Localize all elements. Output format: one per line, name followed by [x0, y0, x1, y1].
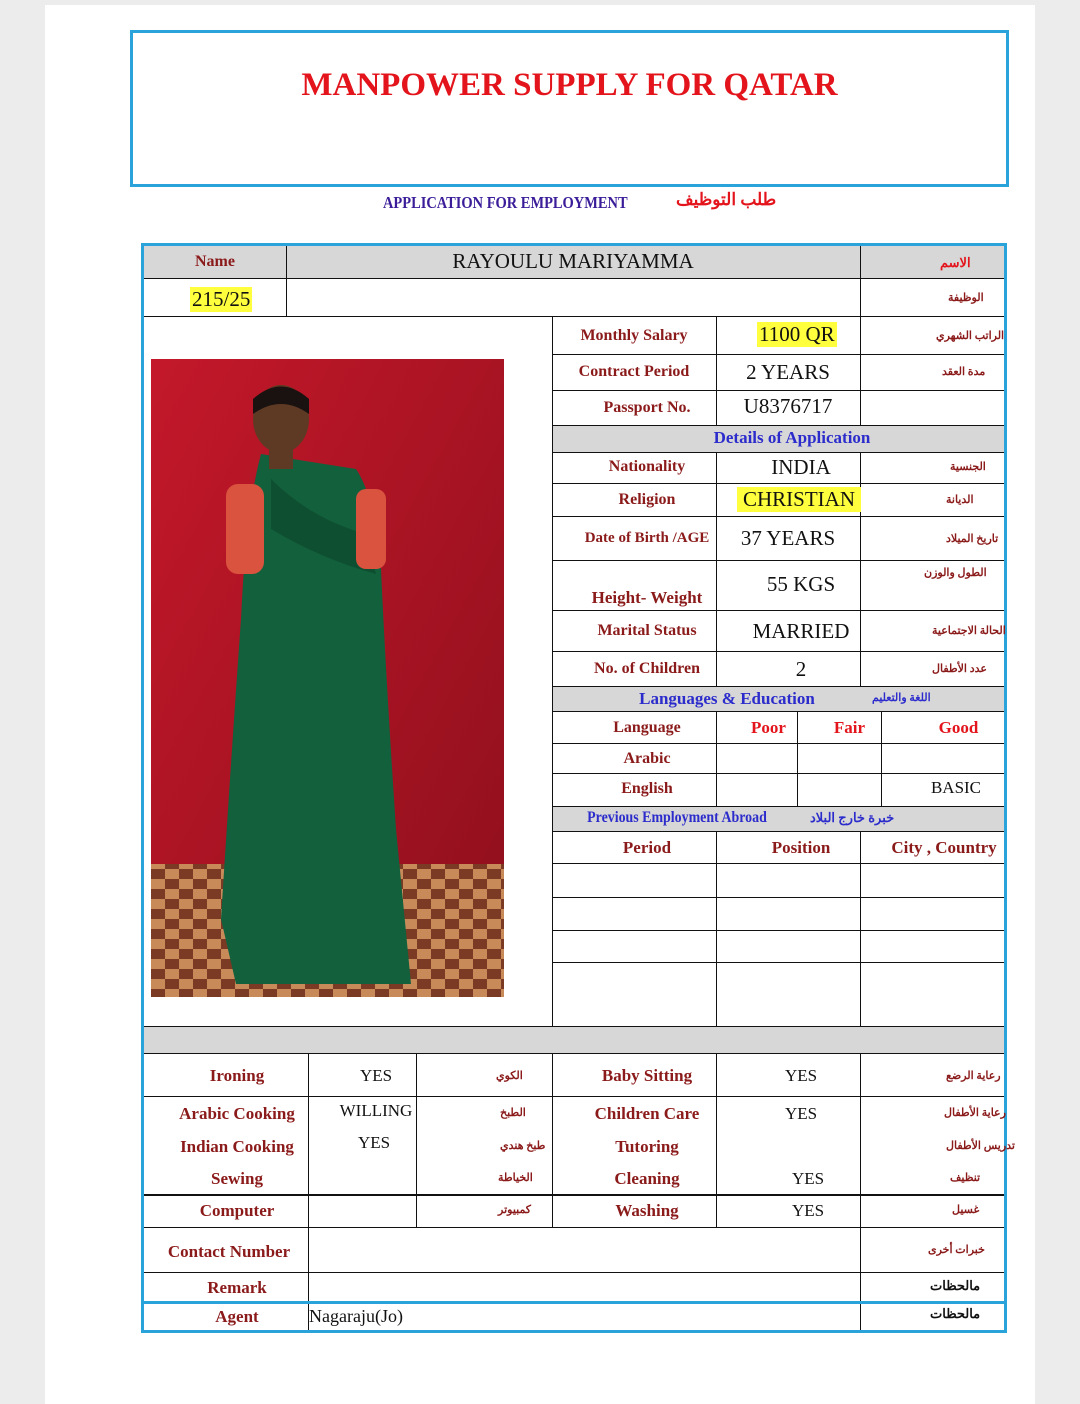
rule: [552, 773, 1004, 774]
rule: [552, 390, 1004, 391]
good-col-header: Good: [938, 718, 979, 737]
tutoring-arabic: تدريس الأطفال: [946, 1140, 1015, 1152]
rule: [552, 686, 1004, 687]
remark-label: Remark: [207, 1278, 267, 1297]
rule: [552, 560, 1004, 561]
washing-value: YES: [791, 1201, 825, 1220]
rule: [144, 1096, 1004, 1097]
ref-arabic: الوظيفة: [948, 292, 984, 304]
rule: [552, 930, 1004, 931]
dob-value: 37 YEARS: [740, 526, 836, 550]
city-country-col-header: City , Country: [891, 838, 997, 857]
computer-label: Computer: [199, 1201, 275, 1220]
rule: [860, 316, 861, 425]
passport-label: Passport No.: [603, 399, 691, 416]
monthly-salary-value: 1100 QR: [759, 322, 835, 346]
contract-period-label: Contract Period: [578, 363, 690, 380]
rule-blue: [144, 1301, 1004, 1304]
baby-sitting-value: YES: [784, 1066, 818, 1085]
baby-sitting-label: Baby Sitting: [601, 1066, 693, 1085]
english-language-label: English: [621, 780, 673, 797]
contact-number-label: Contact Number: [167, 1242, 291, 1261]
rule: [144, 1272, 1004, 1273]
rule: [552, 610, 1004, 611]
name-arabic: الاسم: [940, 255, 971, 270]
ironing-arabic: الكوي: [496, 1070, 523, 1082]
name-value: RAYOULU MARIYAMMA: [452, 249, 694, 273]
monthly-salary-arabic: الراتب الشهري: [936, 330, 1005, 342]
contract-period-arabic: مدة العقد: [942, 366, 986, 378]
religion-value: CHRISTIAN: [737, 487, 861, 512]
nationality-value: INDIA: [771, 455, 831, 479]
rule: [552, 354, 1004, 355]
rule: [144, 1026, 1004, 1027]
sewing-label: Sewing: [211, 1169, 263, 1188]
children-label: No. of Children: [594, 660, 700, 677]
rule: [552, 516, 1004, 517]
nationality-label: Nationality: [608, 458, 686, 475]
agent-value: Nagaraju(Jo): [309, 1306, 403, 1326]
tutoring-label: Tutoring: [615, 1137, 679, 1156]
rule: [144, 278, 1004, 279]
religion-label: Religion: [618, 491, 676, 508]
remark-arabic: مالحظات: [930, 1278, 981, 1293]
cleaning-arabic: تنظيف: [950, 1172, 981, 1184]
ref-number: 215/25: [192, 287, 251, 311]
application-subtitle-arabic: طلب التوظيف: [676, 190, 777, 209]
details-section-title: Details of Application: [713, 428, 871, 447]
rule: [552, 806, 1004, 807]
rule: [552, 897, 1004, 898]
poor-col-header: Poor: [751, 718, 786, 737]
sewing-arabic: الخياطة: [498, 1172, 533, 1184]
ironing-label: Ironing: [209, 1066, 265, 1085]
rule: [144, 316, 1004, 317]
washing-label: Washing: [615, 1201, 679, 1220]
rule: [552, 651, 1004, 652]
agent-label: Agent: [215, 1307, 259, 1326]
rule: [144, 1194, 1004, 1196]
position-col-header: Position: [771, 838, 831, 857]
rule: [552, 863, 1004, 864]
indian-cooking-value: YES: [357, 1133, 391, 1152]
arabic-language-label: Arabic: [623, 750, 671, 767]
children-arabic: عدد الأطفال: [932, 663, 987, 675]
children-value: 2: [795, 657, 807, 681]
rule: [552, 452, 1004, 453]
rule: [552, 743, 1004, 744]
language-col-header: Language: [613, 719, 681, 736]
height-weight-value: 55 KGS: [766, 572, 836, 596]
name-label: Name: [195, 253, 235, 270]
ironing-value: YES: [359, 1066, 393, 1085]
employment-section-arabic: خبرة خارج البلاد: [810, 810, 895, 825]
skills-divider-bg: [144, 1026, 1004, 1053]
languages-section-arabic: اللغة والتعليم: [872, 692, 931, 704]
period-col-header: Period: [622, 838, 672, 857]
nationality-arabic: الجنسية: [950, 461, 986, 473]
washing-arabic: غسيل: [952, 1204, 980, 1216]
indian-cooking-arabic: طبخ هندي: [500, 1140, 546, 1152]
children-care-value: YES: [784, 1104, 818, 1123]
rule: [552, 483, 1004, 484]
computer-arabic: كمبيوتر: [498, 1204, 532, 1216]
rule: [716, 831, 717, 1026]
baby-sitting-arabic: رعاية الرضع: [946, 1070, 1001, 1082]
marital-status-value: MARRIED: [752, 619, 850, 643]
fair-col-header: Fair: [833, 718, 866, 737]
marital-status-label: Marital Status: [597, 622, 697, 639]
rule: [552, 831, 1004, 832]
height-weight-label: Height- Weight: [591, 588, 703, 607]
monthly-salary-label: Monthly Salary: [580, 327, 688, 344]
marital-status-arabic: الحالة الاجتماعية: [932, 625, 1006, 637]
religion-arabic: الديانة: [946, 494, 974, 506]
rule: [552, 711, 1004, 712]
indian-cooking-label: Indian Cooking: [180, 1137, 294, 1156]
contact-number-arabic: خبرات أخرى: [928, 1244, 985, 1256]
rule: [144, 1227, 1004, 1228]
cleaning-label: Cleaning: [614, 1169, 680, 1188]
arabic-cooking-arabic: الطبخ: [500, 1107, 526, 1119]
title-box: [130, 30, 1009, 187]
application-subtitle: APPLICATION FOR EMPLOYMENT: [383, 193, 628, 212]
applicant-photo: [151, 359, 504, 997]
rule: [860, 246, 861, 316]
rule: [860, 831, 861, 1026]
page-title: MANPOWER SUPPLY FOR QATAR: [301, 67, 838, 103]
rule: [144, 1053, 1004, 1054]
children-care-arabic: رعاية الأطفال: [944, 1107, 1006, 1119]
passport-value: U8376717: [743, 394, 833, 418]
height-weight-arabic: الطول والوزن: [924, 567, 987, 579]
rule: [552, 425, 1004, 426]
cleaning-value: YES: [791, 1169, 825, 1188]
agent-arabic: مالحظات: [930, 1306, 981, 1321]
dob-arabic: تاريخ الميلاد: [946, 533, 999, 545]
languages-section-title: Languages & Education: [639, 689, 815, 708]
contract-period-value: 2 YEARS: [746, 360, 830, 384]
english-good-value: BASIC: [930, 778, 982, 797]
arabic-cooking-value: WILLING: [339, 1101, 413, 1120]
dob-label: Date of Birth /AGE: [584, 530, 710, 546]
rule: [552, 962, 1004, 963]
children-care-label: Children Care: [594, 1104, 700, 1123]
employment-section-title: Previous Employment Abroad: [587, 809, 767, 826]
arabic-cooking-label: Arabic Cooking: [179, 1104, 295, 1123]
rule: [860, 1227, 861, 1330]
